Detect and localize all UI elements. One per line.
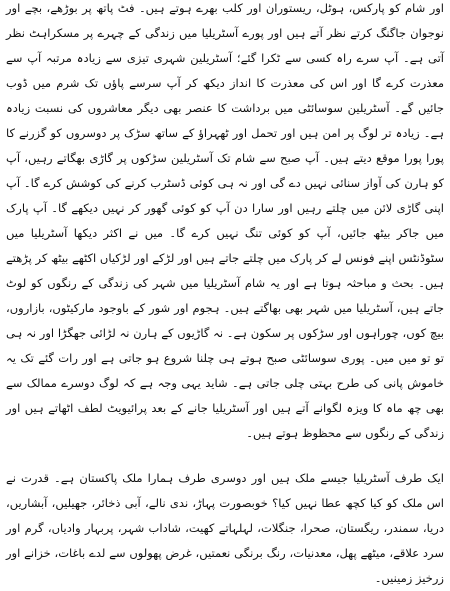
article-page xyxy=(6,0,444,585)
paragraph-2: ایک طرف آسٹریلیا جیسے ملک ہیں اور دوسری طرف ہمارا ملک پاکستان ہے۔ قدرت نے اس ملک کو کیا کچھ عطا نہیں کیا؟ خوبصورت پہاڑ، ندی نالے، آبی ذخائر، جھیلیں، آبشاریں، دریا، سمندر، ریگستان، صحرا، جنگلات، لہلہاتے کھیت، شاداب شہر، پربہار وادیاں، گرم اور سرد علاقے، میٹھے پھل، معدنیات، رنگ برنگی نعمتیں، غرض پھولوں سے لدے باغات، خزانے اور زرخیز زمینیں۔ xyxy=(6,471,444,585)
paragraph-1: اور شام کو پارکس، ہوٹل، ریستوران اور کلب بھرے ہوتے ہیں۔ فٹ پاتھ پر بوڑھے، بچے اور نوجوان جاگنگ کرتے نظر آتے ہیں اور پورے آسٹریلیا میں زندگی کے چہرے پر مسکراہٹ نظر آتی ہے۔ آپ سرے راہ کسی سے ٹکرا گئے؛ آسٹریلین شہری تیزی سے زیادہ مرتبہ آپ سے معذرت کرے گا اور اس کی معذرت کا انداز دیکھ کر آپ سرسے پاؤں تک شرم میں ڈوب جائیں گے۔ آسٹریلین سوسائٹی میں برداشت کا عنصر بھی دیگر معاشروں کی نسبت زیادہ ہے۔ زیادہ تر لوگ پر امن ہیں اور تحمل اور ٹھہراؤ کے ساتھ سڑک پر دوسروں کو گزرنے کا پورا پورا موقع دیتے ہیں۔ آپ صبح سے شام تک آسٹریلین سڑکوں پر گاڑی بھگاتے رہیں، آپ کو ہارن کی آواز سنائی نہیں دے گی اور نہ ہی کوئی ڈسٹرب کرنے کی کوشش کرے گا۔ آپ اپنی گاڑی لائن میں چلتے رہیں اور سارا دن آپ کو کوئی گھور کر نہیں دیکھے گا۔ آپ پارک میں جاکر بیٹھ جائیں، آپ کو کوئی تنگ نہیں کرے گا۔ میں نے اکثر دیکھا آسٹریلیا میں سٹوڈنٹس اپنے فونس لے کر پارک میں چلتے جاتے ہیں اور لڑکے اور لڑکیاں اکٹھے بیٹھ کر پڑھتے ہیں۔ بحث و مباحثہ ہوتا ہے اور یہ شام آسٹریلیا میں شہر کی زندگی کے رنگوں کو لوٹ جاتے ہیں، آسٹریلیا میں شہر بھی بھاگتے ہیں۔ ہجوم اور شور کے باوجود مارکیٹوں، بازاروں، بیچ کوں، چوراہوں اور سڑکوں پر سکون ہے۔ نہ گاڑیوں کے ہارن نہ لڑائی جھگڑا اور نہ ہی تو تو میں میں۔ پوری سوسائٹی صبح ہوتے ہی چلنا شروع ہو جاتی ہے اور رات گئے تک یہ خاموش پانی کی طرح بہتی چلی جاتی ہے۔ شاید یہی وجہ ہے کہ لوگ دوسرے ممالک سے بھی چھ ماہ کا ویزہ لگوانے آتے ہیں اور آسٹریلیا جانے کے بعد پرائیویٹ لطف اٹھاتے ہیں اور زندگی کے رنگوں سے محظوظ ہوتے ہیں۔ xyxy=(6,1,444,440)
